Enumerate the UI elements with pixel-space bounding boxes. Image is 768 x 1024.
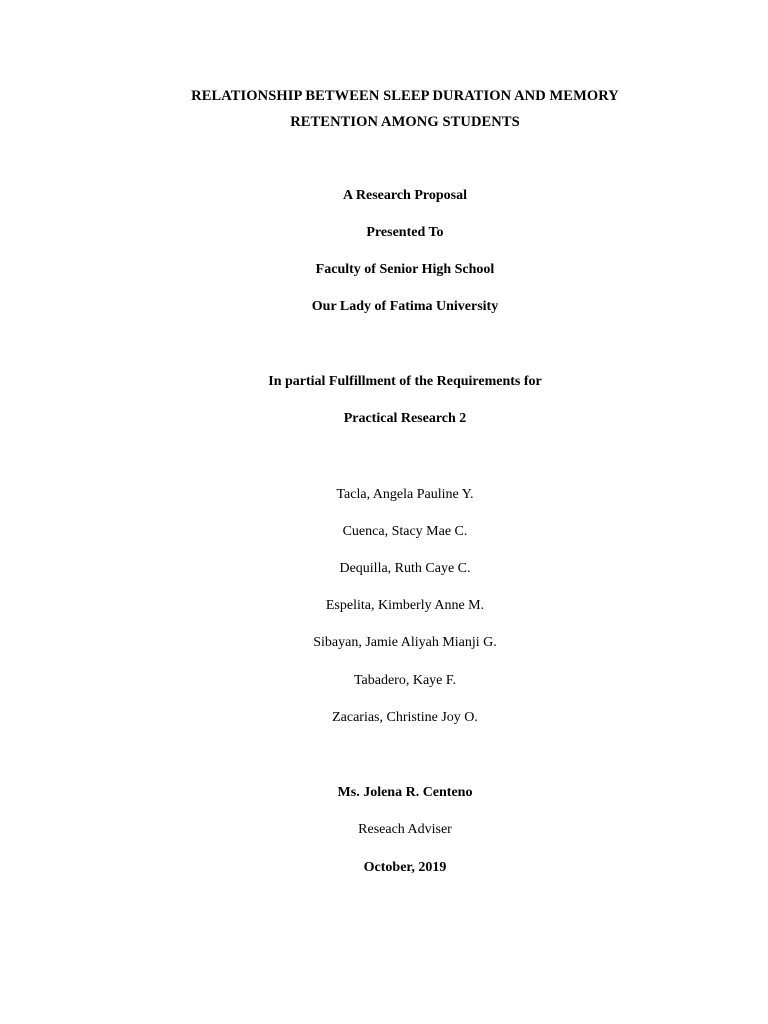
adviser-role: Reseach Adviser [358, 822, 452, 837]
proposal-label: A Research Proposal [343, 188, 467, 203]
author-name: Zacarias, Christine Joy O. [332, 710, 478, 725]
adviser-name: Ms. Jolena R. Centeno [337, 785, 473, 800]
faculty-name: Faculty of Senior High School [315, 262, 495, 277]
document-date: October, 2019 [363, 860, 447, 875]
author-name: Cuenca, Stacy Mae C. [342, 524, 468, 539]
title-line-2: RETENTION AMONG STUDENTS [290, 114, 520, 130]
university-name: Our Lady of Fatima University [311, 299, 499, 314]
title-line-1: RELATIONSHIP BETWEEN SLEEP DURATION AND MEMORY [191, 88, 619, 104]
author-name: Tabadero, Kaye F. [353, 673, 457, 688]
course-name: Practical Research 2 [343, 411, 467, 426]
presented-to: Presented To [366, 225, 444, 240]
author-name: Sibayan, Jamie Aliyah Mianji G. [313, 635, 497, 650]
author-name: Espelita, Kimberly Anne M. [325, 598, 485, 613]
author-name: Dequilla, Ruth Caye C. [339, 561, 471, 576]
author-name: Tacla, Angela Pauline Y. [336, 487, 474, 502]
fulfillment-statement: In partial Fulfillment of the Requirements for [268, 374, 542, 389]
